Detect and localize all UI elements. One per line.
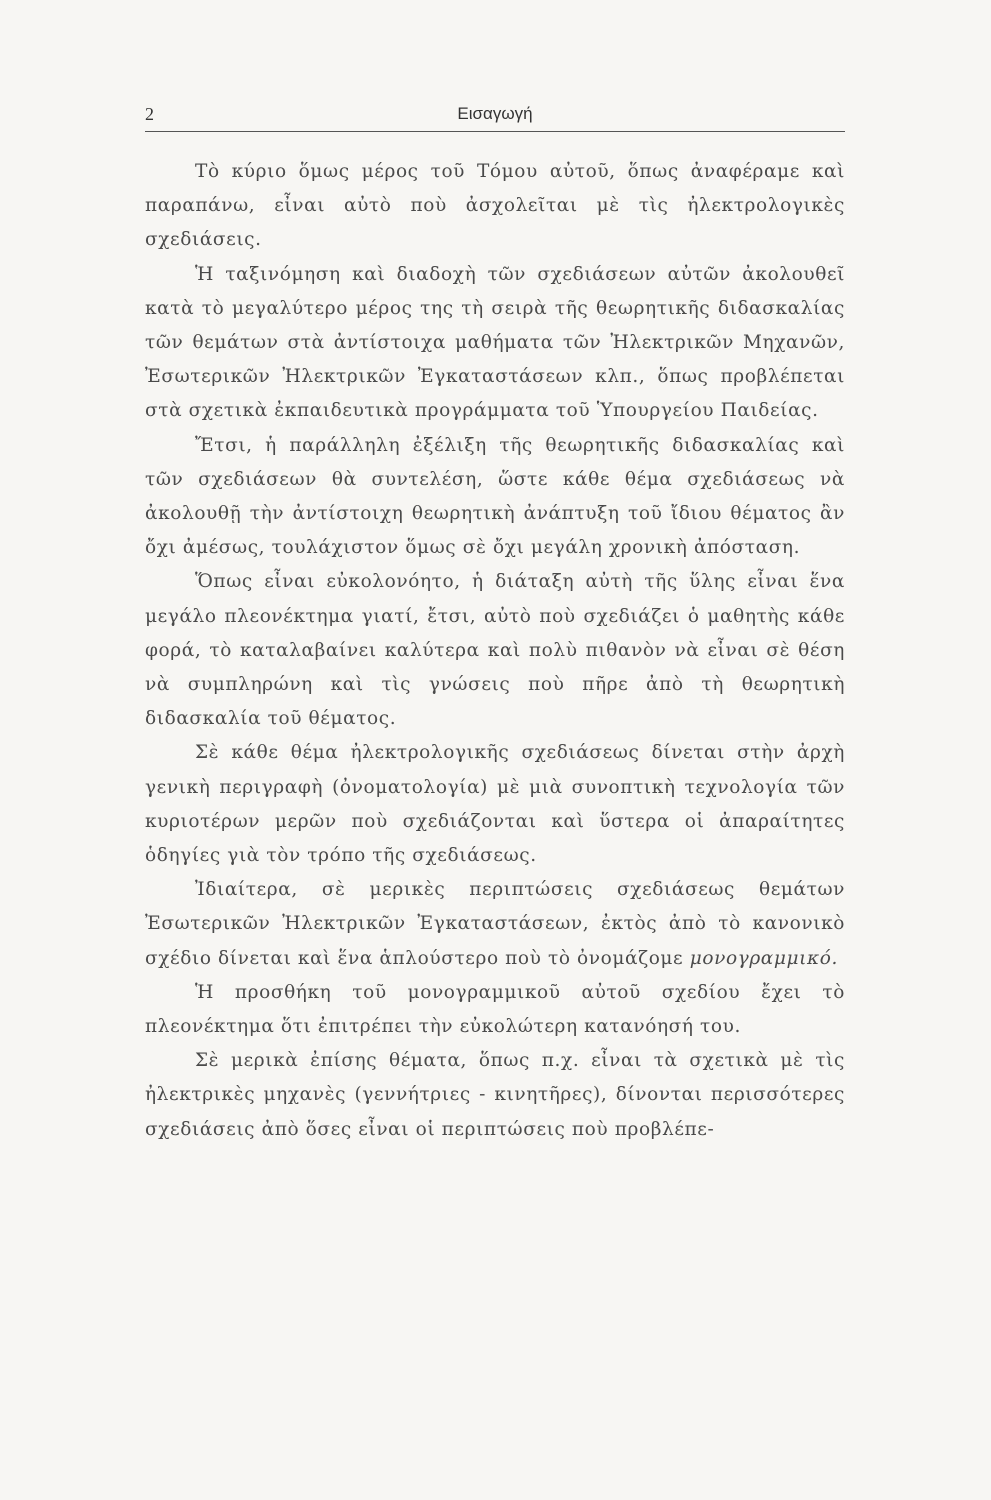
paragraph: Ἡ προσθήκη τοῦ μονογραμμικοῦ αὐτοῦ σχεδίου ἔχει τὸ πλεονέκτημα ὅτι ἐπιτρέπει τὴν εὐκολώτερη κατανόησή του. xyxy=(145,981,845,1038)
paragraph: Σὲ κάθε θέμα ἠλεκτρολογικῆς σχεδιάσεως δίνεται στὴν ἀρχὴ γενικὴ περιγραφὴ (ὀνοματολογία) μὲ μιὰ συνοπτικὴ τεχνολογία τῶν κυριοτέρων μερῶν ποὺ σχεδιάζονται καὶ ὕστερα οἱ ἀπαραίτητες ὁδηγίες γιὰ τὸν τρόπο τῆς σχεδιάσεως. xyxy=(145,742,845,867)
paragraph xyxy=(145,873,845,976)
page-header xyxy=(145,100,845,130)
header-rule xyxy=(145,131,845,132)
italic-term: μονογραμμικό. xyxy=(689,947,838,969)
page-number: 2 xyxy=(145,104,154,124)
paragraph-text: Ἰδιαίτερα, σὲ μερικὲς περιπτώσεις σχεδιάσεως θεμάτων Ἐσωτερικῶν Ἠλεκτρικῶν Ἐγκαταστάσεων, ἐκτὸς ἀπὸ τὸ κανονικὸ σχέδιο δίνεται καὶ ἕνα ἁπλούστερο ποὺ τὸ ὀνομάζομε xyxy=(145,879,845,969)
paragraph: Ἔτσι, ἡ παράλληλη ἐξέλιξη τῆς θεωρητικῆς διδασκαλίας καὶ τῶν σχεδιάσεων θὰ συντελέση, ὥστε κάθε θέμα σχεδιάσεως νὰ ἀκολουθῇ τὴν ἀντίστοιχη θεωρητικὴ ἀνάπτυξη τοῦ ἴδιου θέματος ἂν ὄχι ἀμέσως, τουλάχιστον ὅμως σὲ ὄχι μεγάλη χρονικὴ ἀπόσταση. xyxy=(145,434,845,559)
paragraph: Ὅπως εἶναι εὐκολονόητο, ἡ διάταξη αὐτὴ τῆς ὕλης εἶναι ἕνα μεγάλο πλεονέκτημα γιατί, ἔτσι, αὐτὸ ποὺ σχεδιάζει ὁ μαθητὴς κάθε φορά, τὸ καταλαβαίνει καλύτερα καὶ πολὺ πιθανὸν νὰ εἶναι σὲ θέση νὰ συμπληρώνη καὶ τὶς γνώσεις ποὺ πῆρε ἀπὸ τὴ θεωρητικὴ διδασκαλία τοῦ θέματος. xyxy=(145,571,845,730)
paragraph: Τὸ κύριο ὅμως μέρος τοῦ Τόμου αὐτοῦ, ὅπως ἀναφέραμε καὶ παραπάνω, εἶναι αὐτὸ ποὺ ἀσχολεῖται μὲ τὶς ἠλεκτρολογικὲς σχεδιάσεις. xyxy=(145,161,845,251)
running-title: Εισαγωγή xyxy=(457,104,533,123)
paragraph: Ἡ ταξινόμηση καὶ διαδοχὴ τῶν σχεδιάσεων αὐτῶν ἀκολουθεῖ κατὰ τὸ μεγαλύτερο μέρος της τὴ σειρὰ τῆς θεωρητικῆς διδασκαλίας τῶν θεμάτων στὰ ἀντίστοιχα μαθήματα τῶν Ἠλεκτρικῶν Μηχανῶν, Ἐσωτερικῶν Ἠλεκτρικῶν Ἐγκαταστάσεων κλπ., ὅπως προβλέπεται στὰ σχετικὰ ἐκπαιδευτικὰ προγράμματα τοῦ Ὑπουργείου Παιδείας. xyxy=(145,263,845,422)
paragraph: Σὲ μερικὰ ἐπίσης θέματα, ὅπως π.χ. εἶναι τὰ σχετικὰ μὲ τὶς ἠλεκτρικὲς μηχανὲς (γεννήτριες - κινητῆρες), δίνονται περισσότερες σχεδιάσεις ἀπὸ ὅσες εἶναι οἱ περιπτώσεις ποὺ προβλέπε- xyxy=(145,1050,845,1140)
body-text xyxy=(145,155,845,1147)
